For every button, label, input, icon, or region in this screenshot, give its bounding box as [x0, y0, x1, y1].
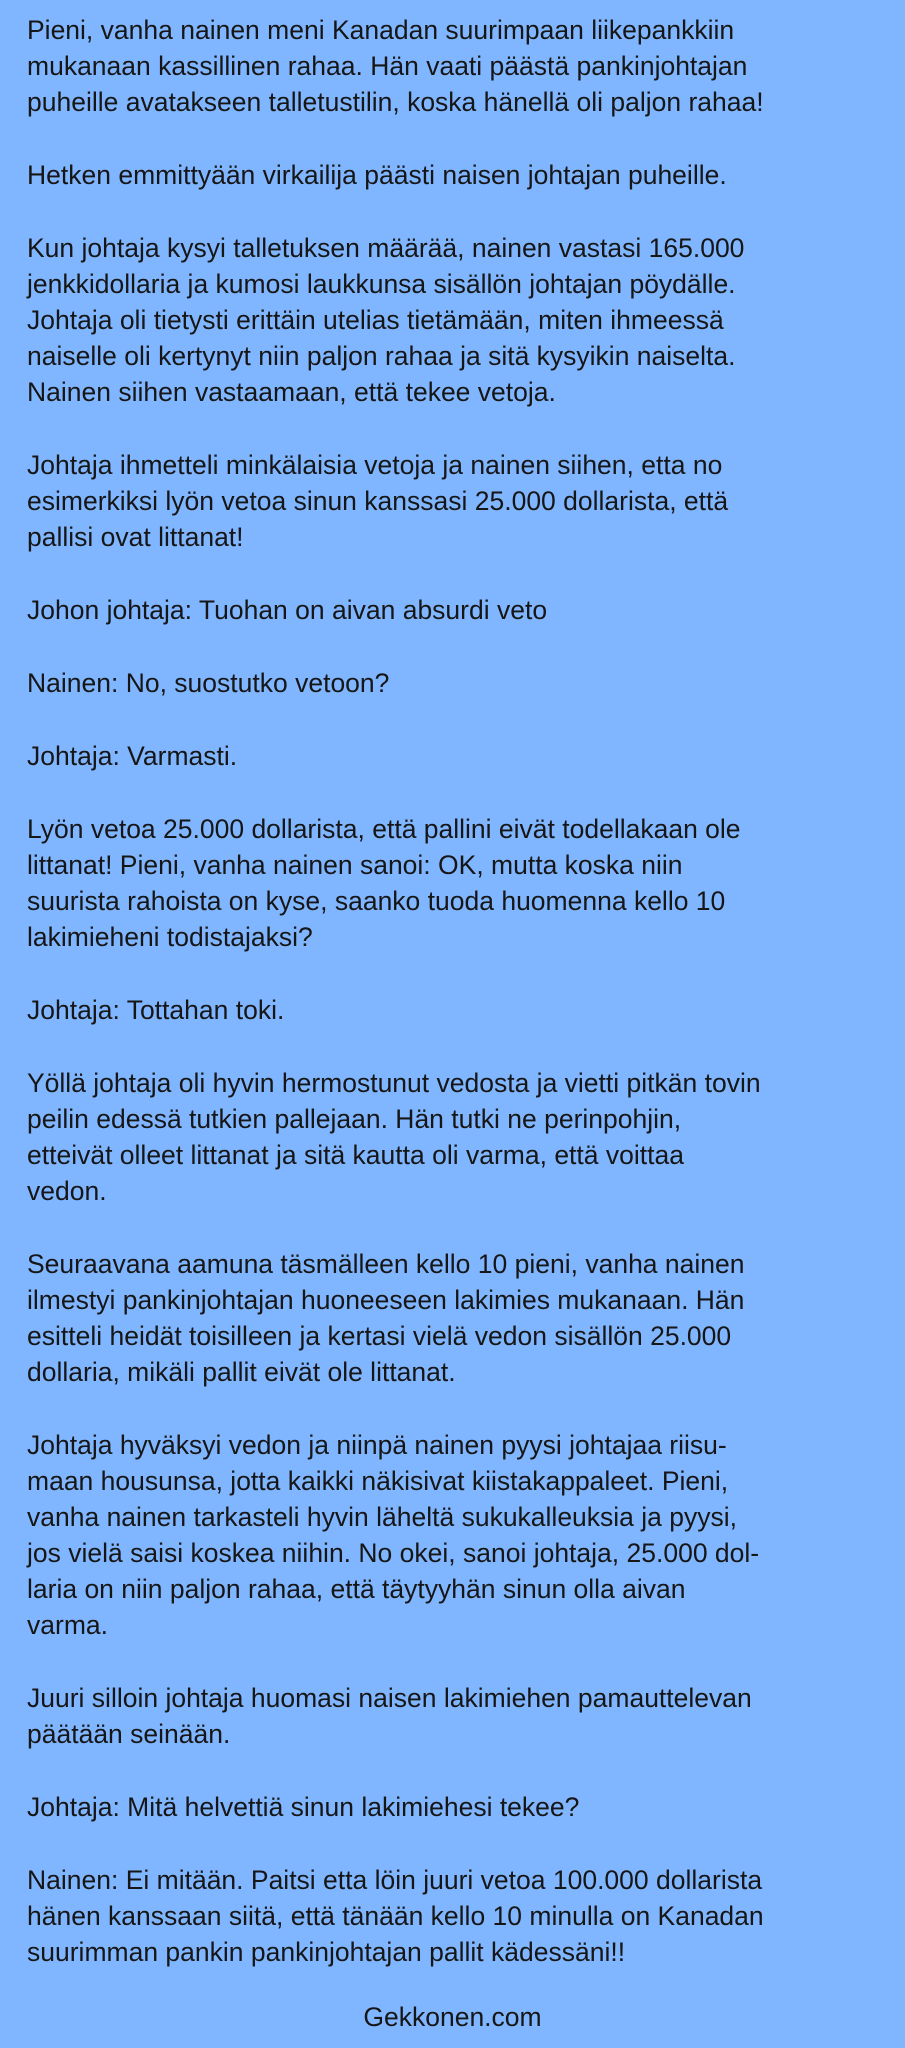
paragraph-line: hänen kanssaan siitä, että tänään kello 10 minulla on Kanadan	[27, 1901, 764, 1931]
paragraph-line: ilmestyi pankinjohtajan huoneeseen lakimies mukanaan. Hän	[27, 1285, 745, 1315]
paragraph-line: Johtaja hyväksyi vedon ja niinpä nainen pyysi johtajaa riisu-	[27, 1430, 727, 1460]
story-paragraph	[27, 1680, 887, 1752]
paragraph-line: vedon.	[27, 1176, 107, 1206]
paragraph-line: esitteli heidät toisilleen ja kertasi vielä vedon sisällön 25.000	[27, 1321, 732, 1351]
paragraph-line: laria on niin paljon rahaa, että täytyyhän sinun olla aivan	[27, 1574, 686, 1604]
paragraph-line: Johon johtaja: Tuohan on aivan absurdi veto	[27, 595, 548, 625]
story-paragraph	[27, 230, 887, 410]
paragraph-line: dollaria, mikäli pallit eivät ole littanat.	[27, 1357, 456, 1387]
story-paragraph	[27, 447, 887, 555]
story-paragraph	[27, 1789, 887, 1825]
paragraph-line: suurista rahoista on kyse, saanko tuoda huomenna kello 10	[27, 886, 726, 916]
paragraph-line: Lyön vetoa 25.000 dollarista, että pallini eivät todellakaan ole	[27, 814, 741, 844]
paragraph-line: Johtaja oli tietysti erittäin utelias tietämään, miten ihmeessä	[27, 305, 724, 335]
story-paragraph	[27, 992, 887, 1028]
story-text	[27, 12, 887, 2007]
story-paragraph	[27, 1246, 887, 1390]
paragraph-line: etteivät olleet littanat ja sitä kautta oli varma, että voittaa	[27, 1140, 684, 1170]
paragraph-line: Nainen: Ei mitään. Paitsi etta löin juuri vetoa 100.000 dollarista	[27, 1865, 763, 1895]
paragraph-line: littanat! Pieni, vanha nainen sanoi: OK, mutta koska niin	[27, 850, 683, 880]
paragraph-line: mukanaan kassillinen rahaa. Hän vaati päästä pankinjohtajan	[27, 51, 748, 81]
paragraph-line: suurimman pankin pankinjohtajan pallit kädessäni!!	[27, 1937, 626, 1967]
paragraph-line: Nainen siihen vastaamaan, että tekee vetoja.	[27, 377, 556, 407]
paragraph-line: Johtaja: Mitä helvettiä sinun lakimiehesi tekee?	[27, 1792, 580, 1822]
story-paragraph	[27, 1065, 887, 1209]
paragraph-line: Johtaja ihmetteli minkälaisia vetoja ja nainen siihen, etta no	[27, 450, 723, 480]
paragraph-line: varma.	[27, 1610, 108, 1640]
paragraph-line: Johtaja: Tottahan toki.	[27, 995, 285, 1025]
paragraph-line: puheille avatakseen talletustilin, koska hänellä oli paljon rahaa!	[27, 87, 764, 117]
paragraph-line: Pieni, vanha nainen meni Kanadan suurimpaan liikepankkiin	[27, 15, 735, 45]
story-paragraph	[27, 738, 887, 774]
story-paragraph	[27, 1427, 887, 1643]
paragraph-line: Juuri silloin johtaja huomasi naisen lakimiehen pamauttelevan	[27, 1683, 752, 1713]
story-paragraph	[27, 1862, 887, 1970]
paragraph-line: jos vielä saisi koskea niihin. No okei, sanoi johtaja, 25.000 dol-	[27, 1538, 760, 1568]
paragraph-line: lakimieheni todistajaksi?	[27, 922, 313, 952]
paragraph-line: jenkkidollaria ja kumosi laukkunsa sisällön johtajan pöydälle.	[27, 269, 736, 299]
story-paragraph	[27, 665, 887, 701]
paragraph-line: maan housunsa, jotta kaikki näkisivat kiistakappaleet. Pieni,	[27, 1466, 729, 1496]
paragraph-line: Johtaja: Varmasti.	[27, 741, 238, 771]
paragraph-line: Seuraavana aamuna täsmälleen kello 10 pieni, vanha nainen	[27, 1249, 745, 1279]
story-paragraph	[27, 592, 887, 628]
story-paragraph	[27, 157, 887, 193]
paragraph-line: Yöllä johtaja oli hyvin hermostunut vedosta ja vietti pitkän tovin	[27, 1068, 761, 1098]
site-watermark: Gekkonen.com	[363, 2002, 542, 2032]
paragraph-line: peilin edessä tutkien pallejaan. Hän tutki ne perinpohjin,	[27, 1104, 682, 1134]
paragraph-line: naiselle oli kertynyt niin paljon rahaa ja sitä kysyikin naiselta.	[27, 341, 736, 371]
paragraph-line: Hetken emmittyään virkailija päästi naisen johtajan puheille.	[27, 160, 727, 190]
paragraph-line: Kun johtaja kysyi talletuksen määrää, nainen vastasi 165.000	[27, 233, 745, 263]
paragraph-line: päätään seinään.	[27, 1719, 231, 1749]
paragraph-line: vanha nainen tarkasteli hyvin läheltä sukukalleuksia ja pyysi,	[27, 1502, 738, 1532]
story-paragraph	[27, 811, 887, 955]
paragraph-line: pallisi ovat littanat!	[27, 522, 244, 552]
paragraph-line: esimerkiksi lyön vetoa sinun kanssasi 25.000 dollarista, että	[27, 486, 729, 516]
paragraph-line: Nainen: No, suostutko vetoon?	[27, 668, 390, 698]
story-paragraph	[27, 12, 887, 120]
